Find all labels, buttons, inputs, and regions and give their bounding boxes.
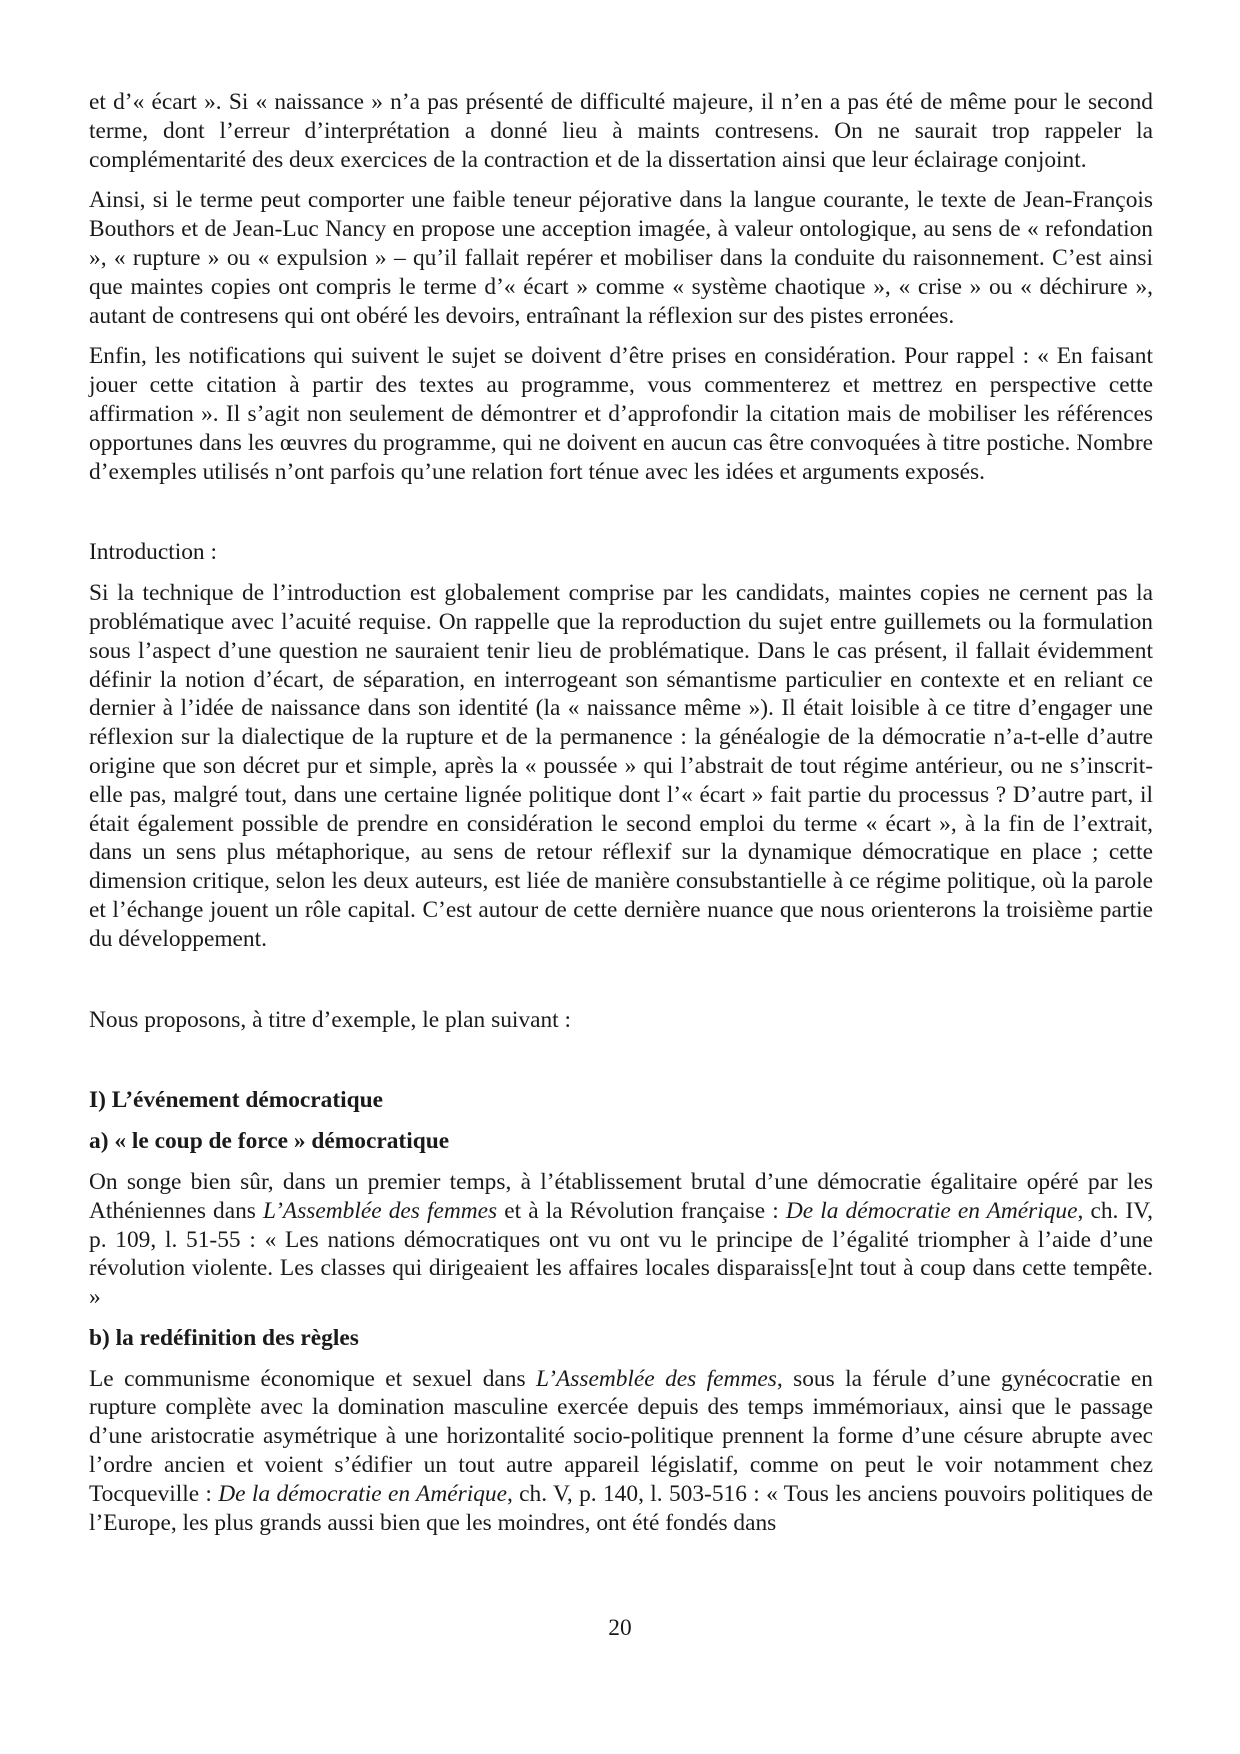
paragraph-coup-de-force xyxy=(89,1168,1153,1312)
text-run: et à la Révolution française : xyxy=(497,1197,786,1224)
paragraph-terme-acception: Ainsi, si le terme peut comporter une faible teneur péjorative dans la langue courante, le texte de Jean-François Bouthors et de Jean-Luc Nancy en propose une acception imagée, à valeur ontologique, au sens de « refondation », « rupture » ou « expulsion » – qu’il fallait repérer et mobiliser dans la conduite du raisonnement. C’est ainsi que maintes copies ont compris le terme d’« écart » comme « système chaotique », « crise » ou « déchirure », autant de contresens qui ont obéré les devoirs, entraînant la réflexion sur des pistes erronées. xyxy=(89,187,1153,329)
text-run: , ch. V, p. 140, l. 503-516 : « Tous les anciens pouvoirs politiques de l’Europe, les plus grands aussi bien que les moindres, ont été fondés dans xyxy=(89,1480,1153,1536)
subsection-heading-coup-de-force: a) « le coup de force » démocratique xyxy=(89,1128,450,1155)
plan-intro: Nous proposons, à titre d’exemple, le plan suivant : xyxy=(89,1006,572,1033)
work-title: L’Assemblée des femmes xyxy=(536,1365,777,1392)
work-title: De la démocratie en Amérique xyxy=(785,1197,1078,1224)
paragraph-ecart-intro: et d’« écart ». Si « naissance » n’a pas présenté de difficulté majeure, il n’en a pas été de même pour le second terme, dont l’erreur d’interprétation a donné lieu à maints contresens. On ne saurait trop rappeler la complémentarité des deux exercices de la contraction et de la dissertation ainsi que leur éclairage conjoint. xyxy=(89,89,1153,173)
section-heading-evenement: I) L’événement démocratique xyxy=(89,1087,384,1114)
text-run: Le communisme économique et sexuel dans xyxy=(89,1365,537,1392)
paragraph-notifications: Enfin, les notifications qui suivent le sujet se doivent d’être prises en considération. Pour rappel : « En faisant jouer cette citation à partir des textes au programme, vous commenterez et mettrez en perspective cette affirmation ». Il s’agit non seulement de démontrer et d’approfondir la citation mais de mobiliser les références opportunes dans les œuvres du programme, qui ne doivent en aucun cas être convoquées à titre postiche. Nombre d’exemples utilisés n’ont parfois qu’une relation fort ténue avec les idées et arguments exposés. xyxy=(89,343,1153,485)
work-title: De la démocratie en Amérique xyxy=(218,1480,507,1507)
page-body xyxy=(89,88,1153,1549)
text-run: , ch. IV, p. 109, l. 51-55 : « Les nations démocratiques ont vu ont vu le principe de l’égalité triompher à l’aide d’une révolution violente. Les classes qui dirigeaient les affaires locales disparaiss[e]nt tout à coup dans cette tempête. » xyxy=(89,1197,1153,1311)
text-run: On songe bien sûr, dans un premier temps, à l’établissement brutal d’une démocratie égalitaire opéré par les Athéniennes dans xyxy=(89,1168,1153,1224)
subsection-heading-redefinition: b) la redéfinition des règles xyxy=(89,1324,359,1351)
work-title: L’Assemblée des femmes xyxy=(262,1197,498,1224)
text-run: , sous la férule d’une gynécocratie en rupture complète avec la domination masculine exercée depuis des temps immémoriaux, ainsi que le passage d’une aristocratie asymétrique à une horizontalité socio-politique prennent la forme d’une césure abrupte avec l’ordre ancien et voient s’édifier un tout autre appareil législatif, comme on peut le voir notamment chez Tocqueville : xyxy=(89,1365,1153,1507)
paragraph-redefinition xyxy=(89,1365,1153,1538)
paragraph-introduction: Si la technique de l’introduction est globalement comprise par les candidats, maintes copies ne cernent pas la problématique avec l’acuité requise. On rappelle que la reproduction du sujet entre guillemets ou la formulation sous l’aspect d’une question ne sauraient tenir lieu de problématique. Dans le cas présent, il fallait évidemment définir la notion d’écart, de séparation, en interrogeant son sémantisme particulier en contexte et en reliant ce dernier à l’idée de naissance dans son identité (la « naissance même »). Il était loisible à ce titre d’engager une réflexion sur la dialectique de la rupture et de la permanence : la généalogie de la démocratie n’a-t-elle d’autre origine que son décret pur et simple, après la « poussée » qui l’abstrait de tout régime antérieur, ou ne s’inscrit-elle pas, malgré tout, dans une certaine lignée politique dont l’« écart » fait partie du processus ? D’autre part, il était également possible de prendre en considération le second emploi du terme « écart », à la fin de l’extrait, dans un sens plus métaphorique, au sens de retour réflexif sur la dynamique démocratique en place ; cette dimension critique, selon les deux auteurs, est liée de manière consubstantielle à ce régime politique, où la parole et l’échange jouent un rôle capital. C’est autour de cette dernière nuance que nous orienterons la troisième partie du développement. xyxy=(89,580,1153,952)
introduction-label: Introduction : xyxy=(89,539,217,566)
page-number: 20 xyxy=(608,1615,632,1641)
